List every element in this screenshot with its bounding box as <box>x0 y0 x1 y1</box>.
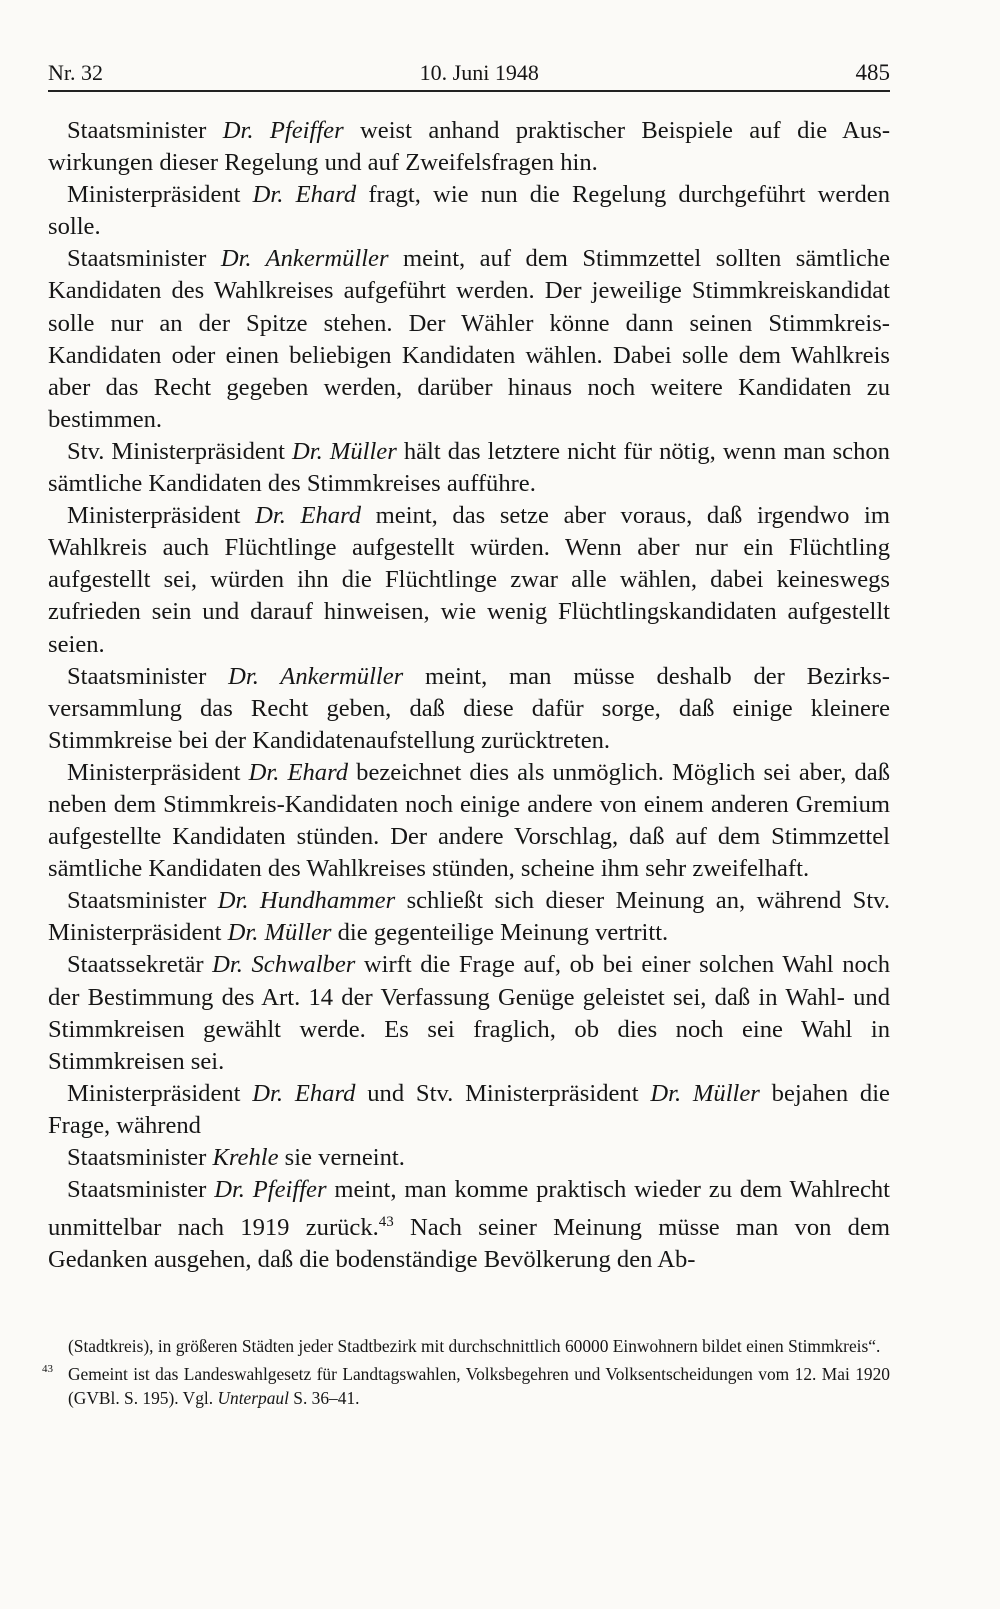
paragraph: Staatssekretär Dr. Schwalber wirft die Frage auf, ob bei einer solchen Wahl noch der Bestimmung des Art. 14 der Verfassung Genüge geleistet sei, daß in Wahl- und Stimmkreisen gewählt werde. Es sei fraglich, ob dies noch eine Wahl in Stimmkreisen sei. <box>48 951 890 1075</box>
footnote-reference: 43 <box>378 1214 394 1231</box>
cited-author: Unterpaul <box>217 1388 289 1408</box>
issue-number: Nr. 32 <box>48 60 103 85</box>
speaker-name: Dr. Ankermüller <box>228 662 404 690</box>
paragraph: Ministerpräsident Dr. Ehard und Stv. Ministerpräsident Dr. Müller bejahen die Frage, während <box>48 1079 890 1139</box>
page-header <box>48 48 890 92</box>
paragraph: Staatsminister Dr. Pfeiffer meint, man komme praktisch wieder zu dem Wahlrecht unmittelbar nach 1919 zurück.$^{43}$ Nach seiner Meinung müsse man von dem Gedanken ausgehen, daß die bodenständige Bevölkerung den Ab- <box>48 1176 891 1274</box>
paragraph: Staatsminister Krehle sie verneint. <box>67 1144 405 1171</box>
speaker-name: Dr. Pfeiffer <box>214 1176 327 1204</box>
paragraph: Staatsminister Dr. Hundhammer schließt sich dieser Meinung an, während Stv. Ministerpräsident Dr. Müller die gegenteilige Meinung vertritt. <box>48 887 891 947</box>
speaker-name: Dr. Ehard <box>252 181 357 209</box>
speaker-name: Dr. Müller <box>650 1079 760 1107</box>
paragraph: Ministerpräsident Dr. Ehard meint, das setze aber voraus, daß irgendwo im Wahlkreis auch Flüchtlinge aufgestellt würden. Wenn aber nur ein Flüchtling aufgestellt sei, würden ihn die Flüchtlinge zwar alle wählen, dabei keineswegs zufrieden sein und darauf hinweisen, wie wenig Flüchtlingskandidaten aufgestellt seien. <box>48 502 890 658</box>
paragraph: Stv. Ministerpräsident Dr. Müller hält das letztere nicht für nötig, wenn man schon sämtliche Kandidaten des Stimmkreises aufführe. <box>48 437 890 498</box>
footnote-continuation: (Stadtkreis), in größeren Städten jeder Stadtbezirk mit durchschnittlich 60000 Einwohnern bildet einen Stimmkreis“. <box>68 1336 881 1356</box>
paragraph: Ministerpräsident Dr. Ehard fragt, wie nun die Regelung durchgeführt werden solle. <box>48 181 890 241</box>
page-number: 485 <box>855 60 890 85</box>
speaker-name: Dr. Hundhammer <box>217 887 396 915</box>
paragraph: Ministerpräsident Dr. Ehard bezeichnet dies als unmöglich. Möglich sei aber, daß neben dem Stimmkreis-Kandidaten noch einige andere von einem anderen Gremium aufgestellte Kandidaten stünden. Der andere Vorschlag, daß auf dem Stimmzettel sämtliche Kandidaten des Wahlkreises stünden, scheine ihm sehr zweifelhaft. <box>48 758 890 883</box>
speaker-name: Dr. Pfeiffer <box>222 117 344 144</box>
footnote-number: 43 <box>42 1363 53 1375</box>
speaker-name: Dr. Müller <box>292 437 397 465</box>
paragraph: Staatsminister Dr. Ankermüller meint, auf dem Stimmzettel sollten sämtliche Kandidaten des Wahlkreises aufgeführt werden. Der jeweilige Stimmkreiskandidat solle nur an der Spitze stehen. Der Wähler könne dann seinen Stimmkreis-Kandidaten oder einen beliebigen Kandidaten wählen. Dabei solle dem Wahlkreis aber das Recht gegeben werden, darüber hinaus noch weitere Kandidaten zu bestimmen. <box>48 245 891 433</box>
speaker-name: Dr. Ehard <box>248 758 349 786</box>
speaker-name: Dr. Ehard <box>255 502 362 530</box>
speaker-name: Krehle <box>212 1144 279 1171</box>
speaker-name: Dr. Ankermüller <box>220 245 389 273</box>
speaker-name: Dr. Ehard <box>252 1079 356 1107</box>
issue-date: 10. Juni 1948 <box>419 60 539 85</box>
paragraph: Staatsminister Dr. Pfeiffer weist anhand praktischer Beispiele auf die Auswirkungen dieser Regelung und auf Zweifelsfragen hin. <box>48 117 891 177</box>
footnotes <box>42 1334 890 1410</box>
footnote-43: 43 Gemeint ist das Landeswahlgesetz für Landtagswahlen, Volksbegehren und Volksentscheidungen vom 12. Mai 1920 (GVBl. S. 195). Vgl. Unterpaul S. 36–41. <box>48 1362 890 1410</box>
speaker-name: Dr. Schwalber <box>212 951 356 979</box>
paragraph: Staatsminister Dr. Ankermüller meint, man müsse deshalb der Bezirksversammlung das Recht geben, daß diese dafür sorge, daß einige kleinere Stimmkreise bei der Kandidatenaufstellung zurücktreten. <box>48 662 890 754</box>
speaker-name: Dr. Müller <box>227 919 332 947</box>
minutes-body <box>48 115 890 1277</box>
